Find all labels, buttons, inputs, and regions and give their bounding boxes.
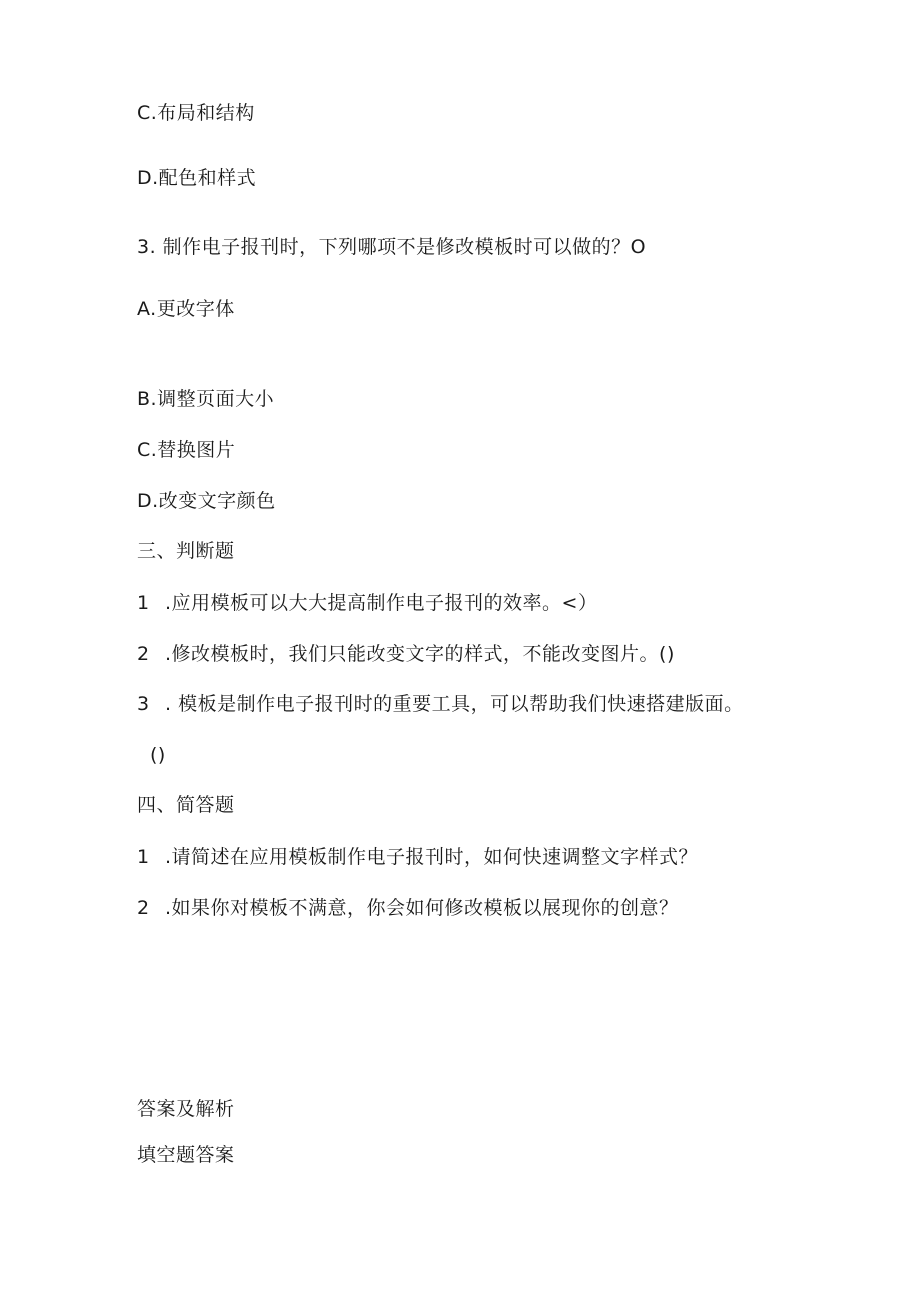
item-number: 2 (137, 643, 150, 665)
q3-option-c: C.替换图片 (137, 439, 236, 461)
item-number: 2 (137, 897, 150, 919)
q3-option-a: A.更改字体 (137, 298, 235, 320)
answers-subtitle: 填空题答案 (137, 1144, 235, 1166)
item-text: .修改模板时，我们只能改变文字的样式，不能改变图片。() (165, 643, 675, 665)
q3-option-b: B.调整页面大小 (137, 388, 275, 410)
option-c: C.布局和结构 (137, 102, 255, 124)
answers-title: 答案及解析 (137, 1098, 235, 1120)
item-number: 1 (137, 592, 150, 614)
option-d: D.配色和样式 (137, 167, 257, 189)
item-text: .请简述在应用模板制作电子报刊时，如何快速调整文字样式？ (165, 846, 699, 868)
judgement-item-3-answer: () (150, 744, 166, 766)
judgement-item-2 (137, 642, 675, 666)
item-text: .应用模板可以大大提高制作电子报刊的效率。<） (165, 592, 598, 614)
section-title-judgement: 三、判断题 (137, 540, 235, 562)
section-title-short-answer: 四、简答题 (137, 794, 235, 816)
short-answer-item-2 (137, 896, 679, 920)
item-number: 3 (137, 693, 150, 715)
judgement-item-1 (137, 591, 597, 615)
judgement-item-3 (137, 692, 744, 716)
question-3: 3. 制作电子报刊时，下列哪项不是修改模板时可以做的？O (137, 236, 647, 258)
q3-option-d: D.改变文字颜色 (137, 490, 276, 512)
item-text: . 模板是制作电子报刊时的重要工具，可以帮助我们快速搭建版面。 (165, 693, 744, 715)
item-number: 1 (137, 846, 150, 868)
short-answer-item-1 (137, 845, 698, 869)
item-text: .如果你对模板不满意，你会如何修改模板以展现你的创意？ (165, 897, 679, 919)
